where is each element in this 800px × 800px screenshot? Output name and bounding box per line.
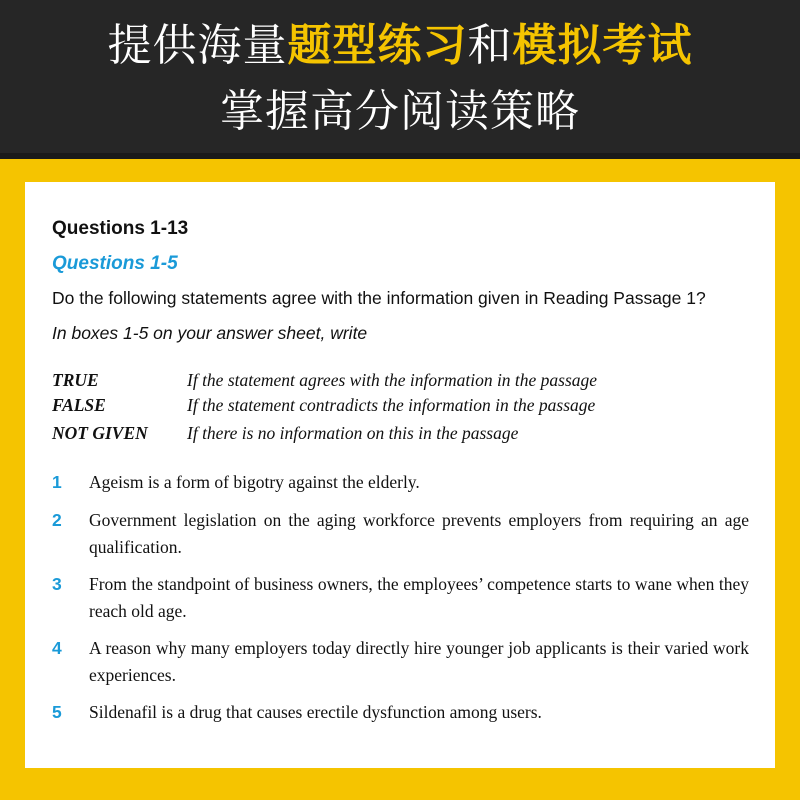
questions-instruction: Do the following statements agree with the information given in Reading Passage 1? [52,288,706,308]
statement-item [52,469,749,496]
questions-range-title: Questions 1-13 [52,218,189,239]
statement-text: Sildenafil is a drug that causes erectile dysfunction among users. [89,702,542,722]
legend-value: If there is no information on this in the passage [187,423,519,443]
statement-number: 2 [52,510,62,530]
banner-divider [0,153,800,159]
statement-number: 4 [52,638,62,658]
banner-text-plain-2: 和 [467,20,513,71]
questions-subtitle: Questions 1-5 [52,253,178,274]
banner-text-highlight-2: 模拟考试 [512,20,693,71]
statement-item [52,571,749,625]
legend-value: If the statement agrees with the information in the passage [187,370,598,390]
statement-number: 1 [52,472,62,492]
statement-item [52,699,749,726]
legend-key: NOT GIVEN [52,423,148,443]
question-card [25,182,775,768]
legend-value: If the statement contradicts the information in the passage [187,395,596,415]
legend-key: FALSE [52,395,106,415]
banner-headline-2: 掌握高分阅读策略 [220,86,580,137]
statement-item [52,635,749,689]
banner-headline-1 [0,18,800,74]
statement-number: 5 [52,702,62,722]
legend-key: TRUE [52,370,99,390]
promo-banner [0,0,800,153]
statement-number: 3 [52,574,62,594]
banner-text-plain-1: 提供海量 [107,20,288,71]
statement-text: From the standpoint of business owners, the employees’ competence starts to wane when they reach old age. [89,574,749,621]
banner-text-highlight-1: 题型练习 [287,20,468,71]
statement-text: Ageism is a form of bigotry against the elderly. [89,472,420,492]
statement-item [52,507,749,561]
answer-boxes-instruction: In boxes 1-5 on your answer sheet, write [52,323,368,343]
statement-text: Government legislation on the aging workforce prevents employers from requiring an age qualification. [89,510,749,557]
statement-text: A reason why many employers today directly hire younger job applicants is their varied work experiences. [89,638,749,685]
